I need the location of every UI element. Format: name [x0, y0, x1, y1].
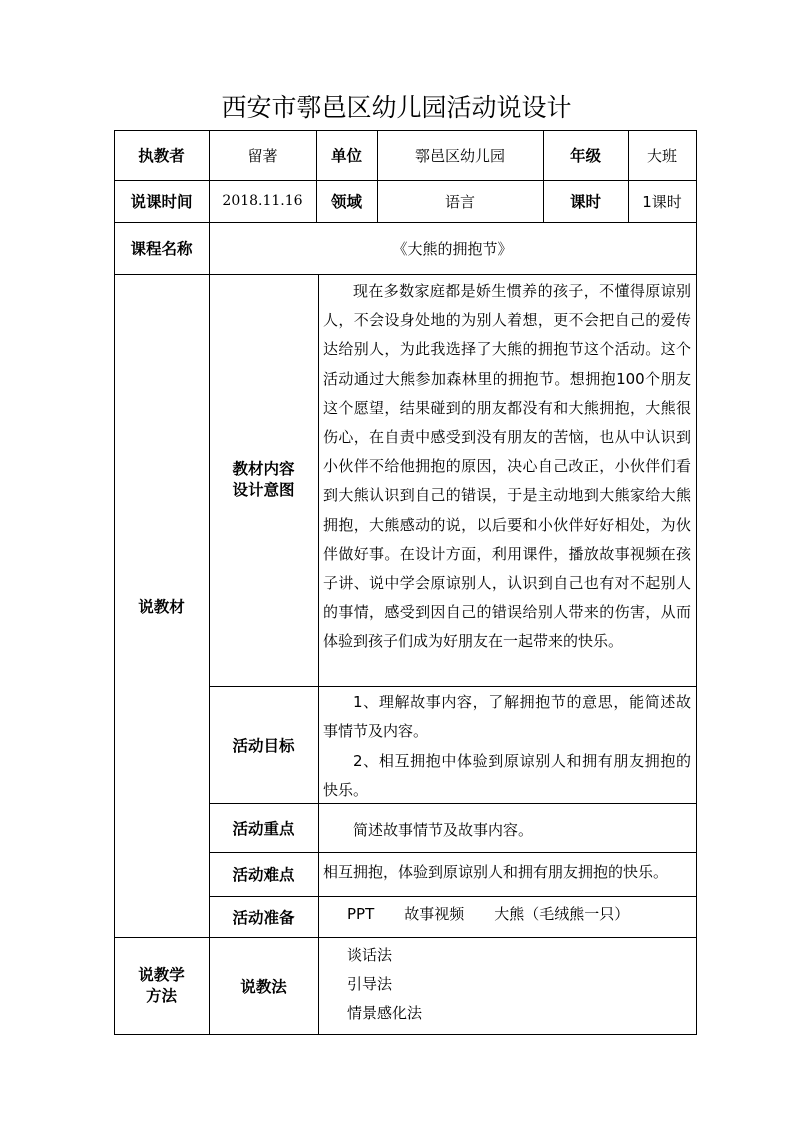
- class-hours-label: 课时: [569, 193, 601, 211]
- field-value: 语言: [444, 192, 475, 211]
- page-title: 西安市鄠邑区幼儿园活动说设计: [221, 93, 572, 122]
- difficulty-label: 活动难点: [232, 866, 295, 884]
- activity-goal-2: 2、相互拥抱中体验到原谅别人和拥有朋友拥抱的快乐。: [323, 752, 691, 800]
- grade-value: 大班: [646, 146, 677, 165]
- preparation-label: 活动准备: [232, 908, 295, 927]
- teaching-methods-list: [347, 941, 647, 1029]
- lecture-time-label: 说课时间: [130, 193, 193, 211]
- preparation-text: PPT 故事视频 大熊（毛绒熊一只）: [347, 905, 630, 923]
- grade-label: 年级: [569, 147, 601, 165]
- lecture-time-value: 2018.11.16: [222, 193, 303, 209]
- list-item: 引导法: [347, 975, 393, 994]
- difficulty-text: 相互拥抱，体验到原谅别人和拥有朋友拥抱的快乐。: [323, 863, 669, 881]
- design-intent-label: [209, 274, 318, 686]
- unit-label: 单位: [330, 147, 362, 165]
- textbook-section-label: 说教材: [138, 597, 185, 616]
- design-intent-label-line1: 教材内容: [232, 460, 295, 478]
- list-item: 谈话法: [347, 946, 393, 964]
- design-intent-text: 现在多数家庭都是娇生惯养的孩子，不懂得原谅别人，不会设身处地的为别人着想，更不会把自己的爱传达给别人，为此我选择了大熊的拥抱节这个活动。这个活动通过大熊参加森林里的拥抱节。想拥抱100个朋友这个愿望，结果碰到的朋友都没有和大熊拥抱，大熊很伤心，在自责中感受到没有朋友的苦恼，也从中认识到小伙伴不给他拥抱的原因，决心自己改正，小伙伴们看到大熊认识到自己的错误，于是主动地到大熊家给大熊拥抱，大熊感动的说，以后要和小伙伴好好相处，为伙伴做好事。在设计方面，利用课件，播放故事视频在孩子讲、说中学会原谅别人，认识到自己也有对不起别人的事情，感受到因自己的错误给别人带来的伤害，从而体验到孩子们成为好朋友在一起带来的快乐。: [323, 282, 691, 651]
- methods-section-label-line1: 说教学: [138, 965, 185, 984]
- activity-goal-1: 1、理解故事内容，了解拥抱节的意思，能简述故事情节及内容。: [323, 693, 691, 741]
- class-hours-value: 1课时: [642, 192, 682, 211]
- key-point-text: 简述故事情节及故事内容。: [353, 821, 534, 839]
- teacher-value: 留著: [247, 146, 278, 165]
- list-item: 情景感化法: [347, 1004, 423, 1023]
- course-name-label: 课程名称: [130, 240, 193, 258]
- teaching-methods-label: 说教法: [240, 977, 287, 996]
- unit-value: 鄠邑区幼儿园: [414, 146, 505, 165]
- design-intent-label-line2: 设计意图: [232, 481, 295, 499]
- course-name-value: 《大熊的拥抱节》: [392, 239, 513, 258]
- key-point-label: 活动重点: [232, 819, 295, 838]
- methods-section-label-line2: 方法: [145, 986, 177, 1005]
- methods-section-label: [114, 937, 209, 1034]
- teacher-label: 执教者: [138, 147, 185, 165]
- activity-goals-label: 活动目标: [232, 736, 295, 755]
- field-label: 领域: [330, 193, 362, 211]
